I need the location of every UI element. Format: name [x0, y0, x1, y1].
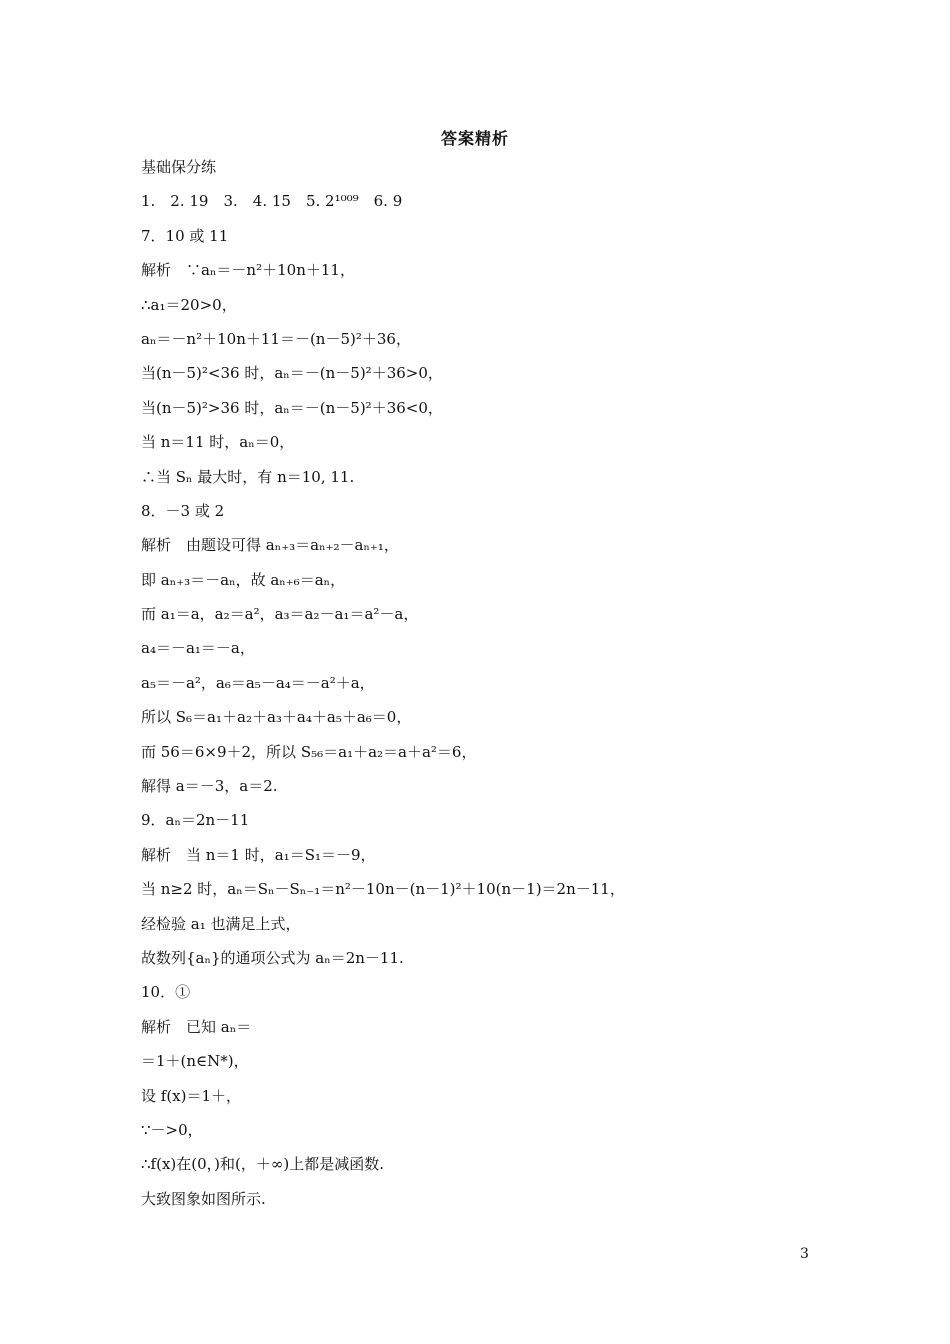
- text-line: 经检验 a₁ 也满足上式，: [141, 914, 301, 933]
- text-line: 即 aₙ₊₃＝－aₙ，故 aₙ₊₆＝aₙ，: [141, 570, 346, 589]
- text-line: aₙ＝－n²＋10n＋11＝－(n－5)²＋36，: [141, 329, 411, 348]
- text-line: 而 56＝6×9＋2，所以 S₅₆＝a₁＋a₂＝a＋a²＝6，: [141, 742, 477, 761]
- text-line: a₄＝－a₁＝－a，: [141, 639, 255, 658]
- text-line: 而 a₁＝a，a₂＝a²，a₃＝a₂－a₁＝a²－a，: [141, 605, 419, 624]
- text-line: 解析 已知 aₙ＝: [141, 1017, 252, 1036]
- text-line: ∴当 Sₙ 最大时，有 n＝10, 11.: [141, 467, 355, 486]
- text-line: 故数列{aₙ}的通项公式为 aₙ＝2n－11.: [141, 948, 404, 967]
- text-line: 大致图象如图所示.: [141, 1189, 266, 1208]
- text-line: 9．aₙ＝2n－11: [141, 811, 250, 830]
- text-line: 10．①: [141, 983, 191, 1002]
- text-line: ∴f(x)在(0，)和(，＋∞)上都是减函数.: [141, 1155, 384, 1174]
- text-line: ∴a₁＝20>0，: [141, 295, 237, 314]
- text-line: a₅＝－a²，a₆＝a₅－a₄＝－a²＋a，: [141, 673, 375, 692]
- text-line: 8．－3 或 2: [141, 501, 225, 520]
- answer-body: [141, 150, 841, 1216]
- text-line: 解析 当 n＝1 时，a₁＝S₁＝－9，: [141, 845, 376, 864]
- page-title: 答案精析: [440, 129, 509, 148]
- page-number: 3: [800, 1246, 809, 1262]
- text-line: 1. 2. 19 3. 4. 15 5. 2¹⁰⁰⁹ 6. 9: [141, 192, 403, 211]
- text-line: 所以 S₆＝a₁＋a₂＋a₃＋a₄＋a₅＋a₆＝0，: [141, 708, 412, 727]
- text-line: 当(n－5)²<36 时，aₙ＝－(n－5)²＋36>0，: [141, 364, 443, 383]
- text-line: 解析 由题设可得 aₙ₊₃＝aₙ₊₂－aₙ₊₁，: [141, 536, 399, 555]
- text-line: ∵－>0，: [141, 1120, 203, 1139]
- text-line: 7．10 或 11: [141, 226, 229, 245]
- text-line: 当 n＝11 时，aₙ＝0，: [141, 433, 295, 452]
- text-line: 基础保分练: [141, 158, 217, 176]
- text-line: 解得 a＝－3，a＝2.: [141, 777, 278, 796]
- text-line: 当 n≥2 时，aₙ＝Sₙ－Sₙ₋₁＝n²－10n－(n－1)²＋10(n－1)＝2n－11，: [141, 880, 625, 899]
- text-line: ＝1＋(n∈N*)，: [141, 1052, 249, 1071]
- text-line: 解析 ∵aₙ＝－n²＋10n＋11，: [141, 261, 355, 280]
- text-line: 设 f(x)＝1＋，: [141, 1086, 242, 1105]
- text-line: 当(n－5)²>36 时，aₙ＝－(n－5)²＋36<0，: [141, 398, 443, 417]
